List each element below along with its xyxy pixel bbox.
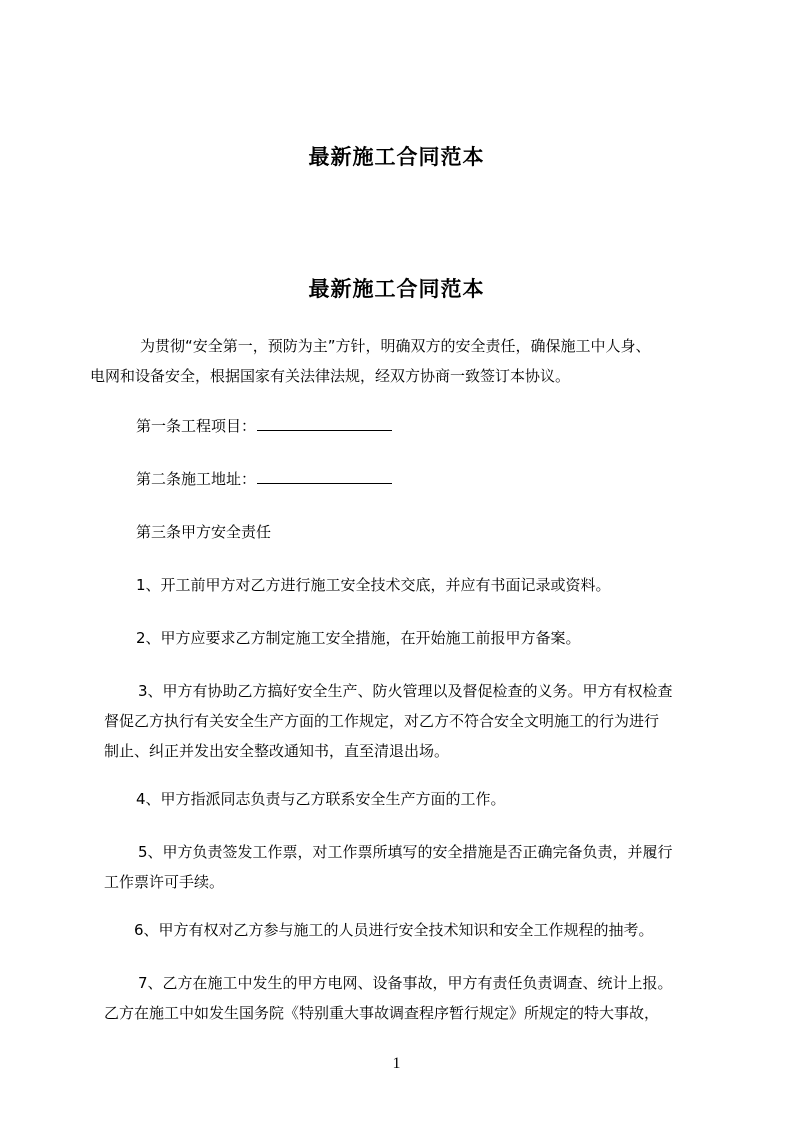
item-3-line-3: 制止、纠正并发出安全整改通知书，直至清退出场。 <box>104 742 450 760</box>
item-1: 1、开工前甲方对乙方进行施工安全技术交底，并应有书面记录或资料。 <box>136 576 611 594</box>
item-7-line-2: 乙方在施工中如发生国务院《特别重大事故调查程序暂行规定》所规定的特大事故， <box>104 1004 660 1022</box>
intro-line-2: 电网和设备安全，根据国家有关法律法规，经双方协商一致签订本协议。 <box>90 367 571 385</box>
article-1-label: 第一条工程项目： <box>136 417 257 435</box>
item-5-line-2: 工作票许可手续。 <box>104 873 225 891</box>
construction-address-blank[interactable] <box>257 471 392 484</box>
item-3-line-2: 督促乙方执行有关安全生产方面的工作规定，对乙方不符合安全文明施工的行为进行 <box>104 712 660 730</box>
item-3 <box>104 676 704 766</box>
article-3-heading: 第三条甲方安全责任 <box>136 523 272 541</box>
item-6: 6、甲方有权对乙方参与施工的人员进行安全技术知识和安全工作规程的抽考。 <box>134 921 654 939</box>
document-title: 最新施工合同范本 <box>308 277 485 301</box>
article-1 <box>136 411 736 441</box>
item-4: 4、甲方指派同志负责与乙方联系安全生产方面的工作。 <box>136 790 506 808</box>
item-3-line-1: 3、甲方有协助乙方搞好安全生产、防火管理以及督促检查的义务。甲方有权检查 <box>138 682 673 700</box>
intro-paragraph <box>90 331 704 391</box>
project-name-blank[interactable] <box>257 418 392 431</box>
item-7 <box>104 968 704 1028</box>
item-5-line-1: 5、甲方负责签发工作票，对工作票所填写的安全措施是否正确完备负责，并履行 <box>138 843 673 861</box>
intro-line-1: 为贯彻“安全第一，预防为主”方针，明确双方的安全责任，确保施工中人身、 <box>140 337 651 355</box>
item-2: 2、甲方应要求乙方制定施工安全措施，在开始施工前报甲方备案。 <box>136 629 581 647</box>
article-2-label: 第二条施工地址： <box>136 470 257 488</box>
page-number: 1 <box>392 1055 401 1072</box>
item-5 <box>104 837 704 897</box>
cover-title: 最新施工合同范本 <box>308 145 485 169</box>
article-2 <box>136 464 736 494</box>
item-7-line-1: 7、乙方在施工中发生的甲方电网、设备事故，甲方有责任负责调查、统计上报。 <box>138 974 673 992</box>
